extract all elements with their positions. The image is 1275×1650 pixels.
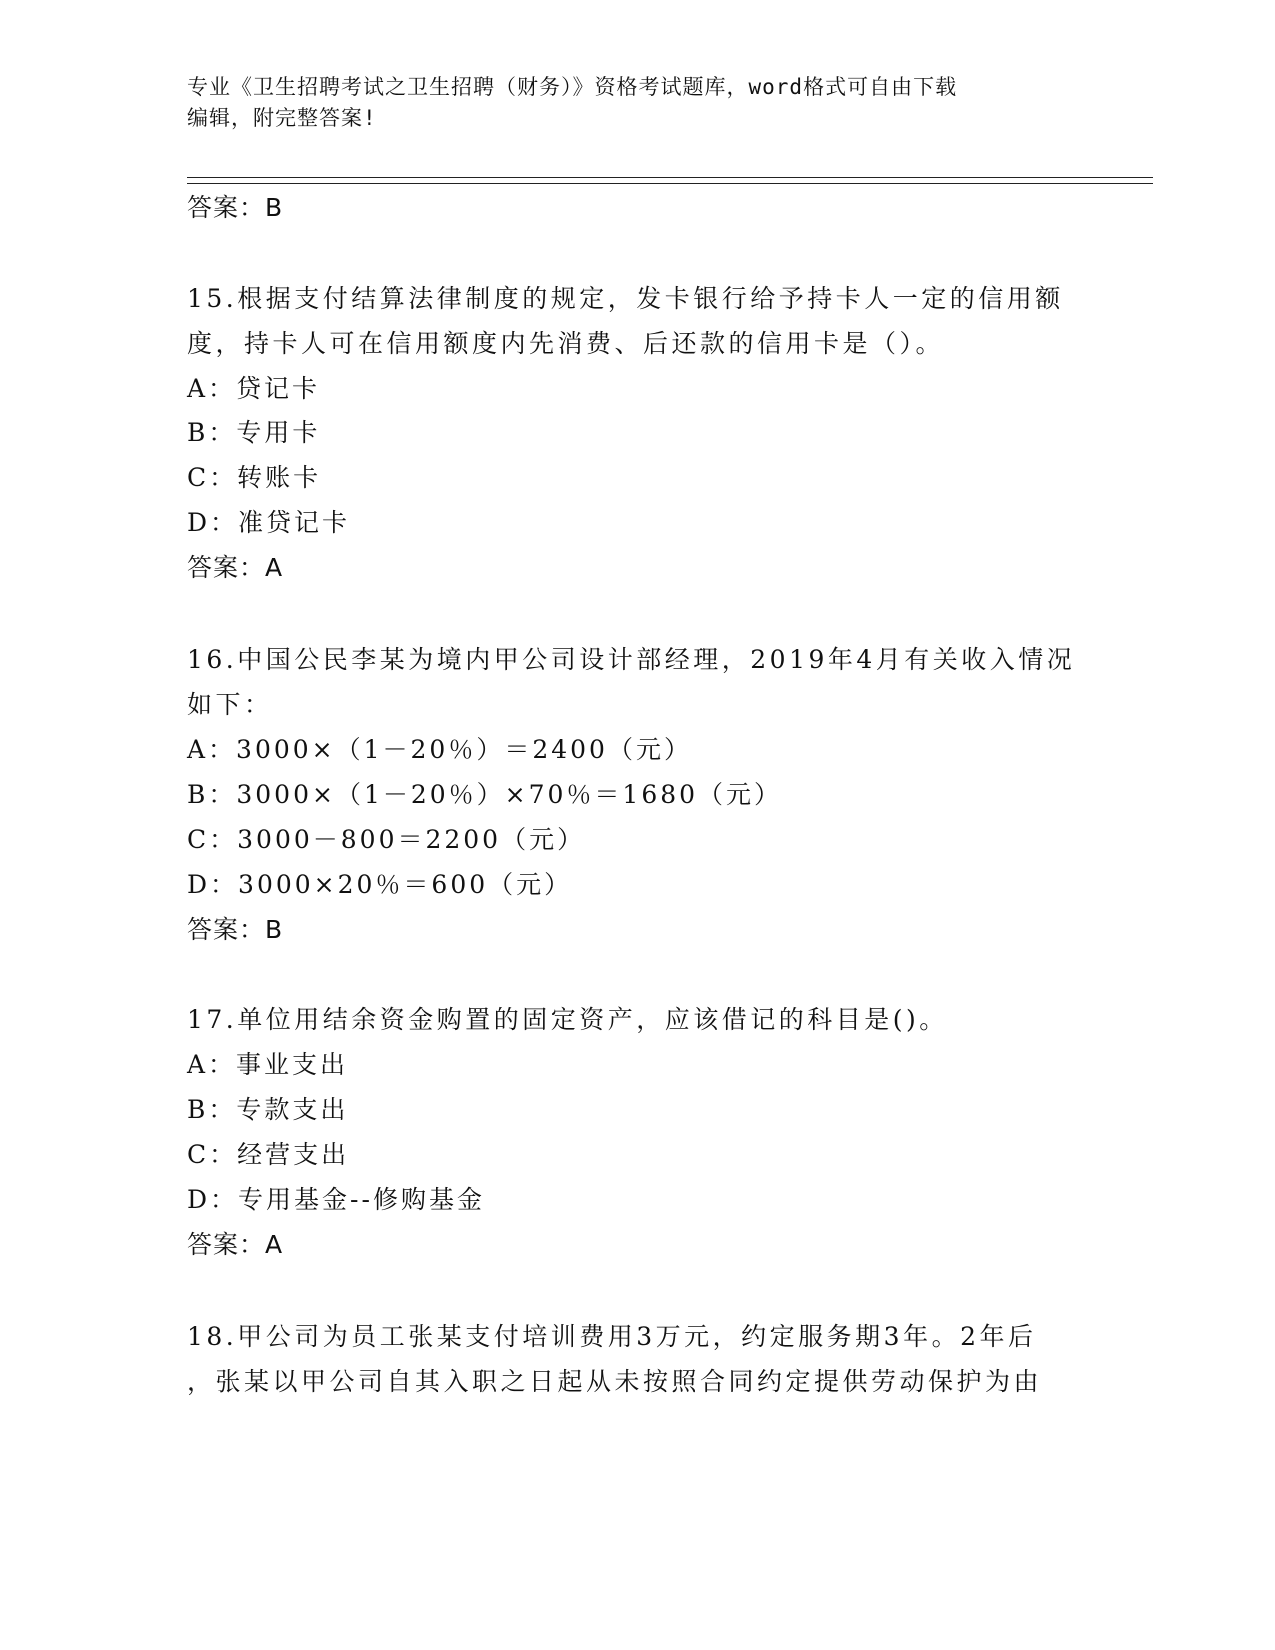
header-divider-bottom xyxy=(187,183,1153,184)
question-16-option-a: A：3000×（1－20％）＝2400（元） xyxy=(187,735,692,764)
question-16-option-b: B：3000×（1－20％）×70％＝1680（元） xyxy=(187,780,783,809)
question-17-text: 17.单位用结余资金购置的固定资产，应该借记的科目是()。 xyxy=(187,1005,948,1034)
question-17-option-c: C：经营支出 xyxy=(187,1140,350,1169)
question-15-answer: 答案：A xyxy=(187,553,284,582)
question-15-option-c: C：转账卡 xyxy=(187,463,322,492)
document-header xyxy=(187,72,1067,134)
question-15-option-a: A：贷记卡 xyxy=(187,374,321,403)
question-16-answer: 答案：B xyxy=(187,915,284,944)
question-16-text-line-1: 16.中国公民李某为境内甲公司设计部经理，2019年4月有关收入情况 xyxy=(187,645,1076,674)
question-15-option-b: B：专用卡 xyxy=(187,418,321,447)
question-16-option-c: C：3000－800＝2200（元） xyxy=(187,825,586,854)
header-line-1: 专业《卫生招聘考试之卫生招聘（财务）》资格考试题库，word格式可自由下载 xyxy=(187,75,958,99)
question-18-text-line-2: ，张某以甲公司自其入职之日起从未按照合同约定提供劳动保护为由 xyxy=(187,1367,1043,1396)
question-17-option-b: B：专款支出 xyxy=(187,1095,349,1124)
question-16-text-line-2: 如下： xyxy=(187,690,273,719)
question-17-option-a: A：事业支出 xyxy=(187,1050,349,1079)
question-15-option-d: D：准贷记卡 xyxy=(187,508,351,537)
header-divider-top xyxy=(187,177,1153,178)
question-18-text-line-1: 18.甲公司为员工张某支付培训费用3万元，约定服务期3年。2年后 xyxy=(187,1322,1037,1351)
question-15-text-line-2: 度，持卡人可在信用额度内先消费、后还款的信用卡是（）。 xyxy=(187,329,945,358)
question-16-option-d: D：3000×20％＝600（元） xyxy=(187,870,573,899)
question-15-text-line-1: 15.根据支付结算法律制度的规定，发卡银行给予持卡人一定的信用额 xyxy=(187,284,1064,313)
previous-answer: 答案：B xyxy=(187,193,284,222)
question-17-answer: 答案：A xyxy=(187,1230,284,1259)
header-line-2: 编辑，附完整答案! xyxy=(187,106,377,130)
question-17-option-d: D：专用基金--修购基金 xyxy=(187,1185,485,1214)
